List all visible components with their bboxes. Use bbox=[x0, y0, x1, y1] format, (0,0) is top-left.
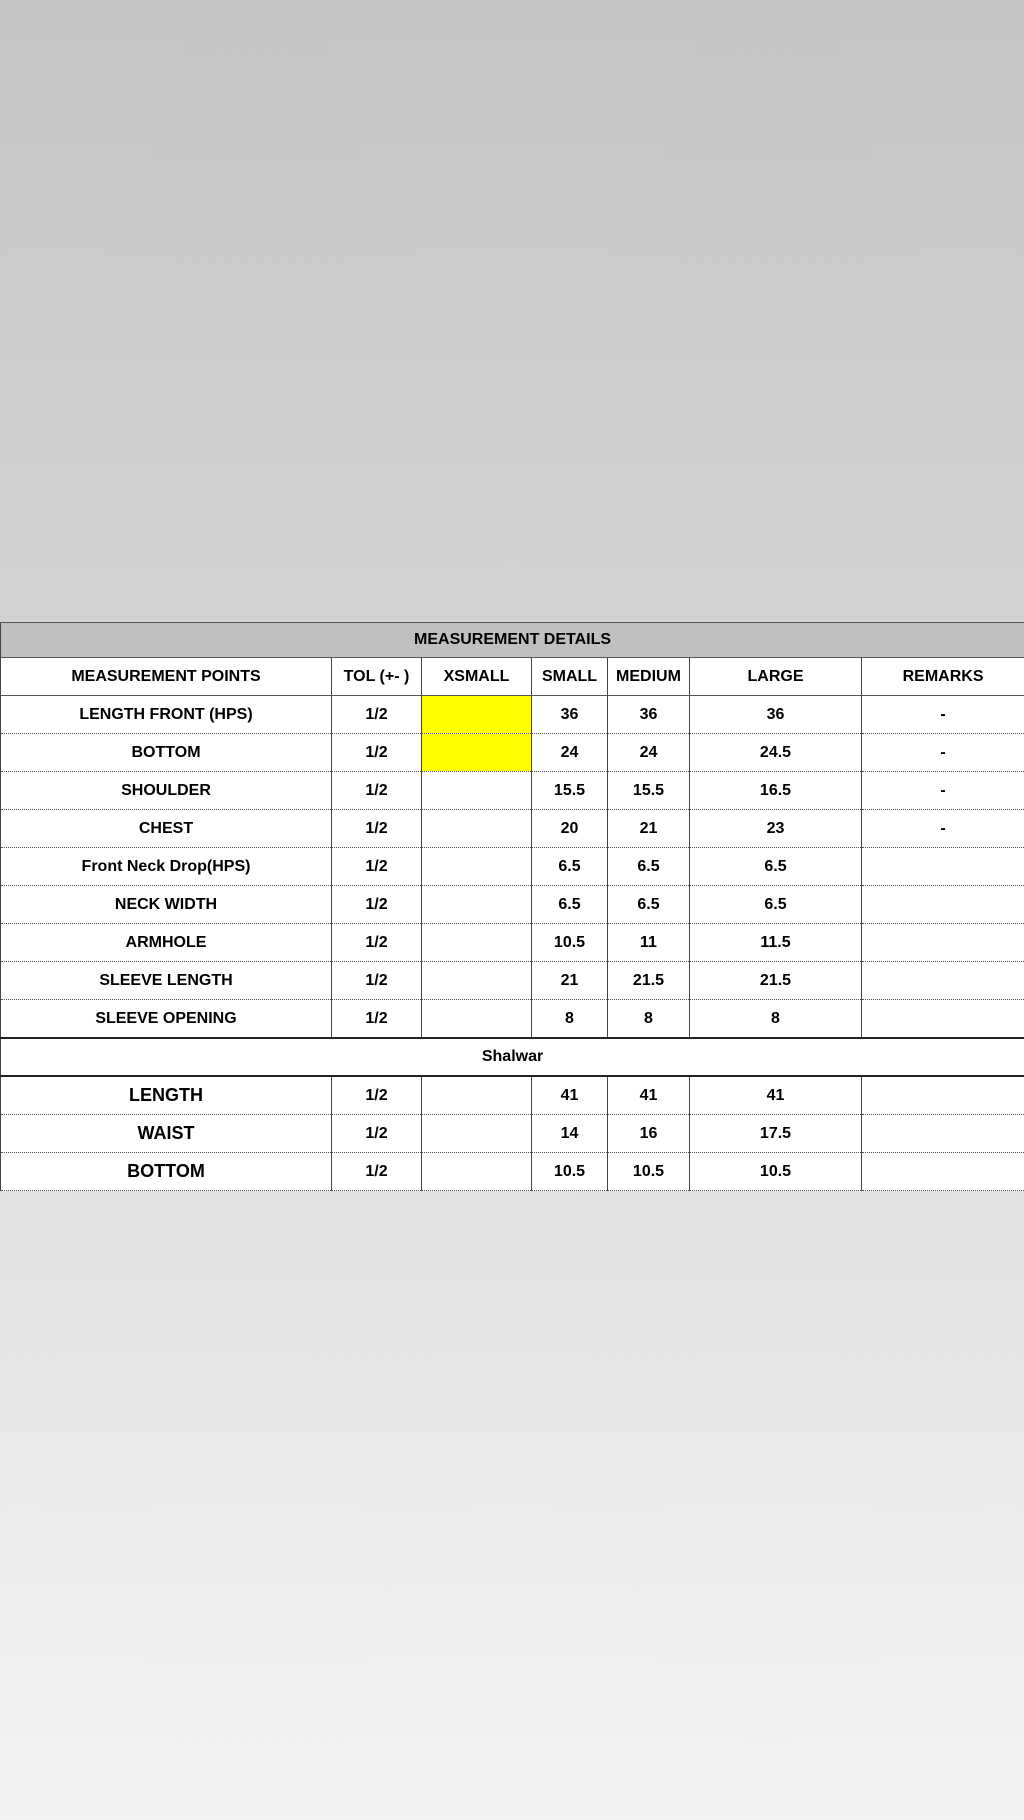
tolerance-cell: 1/2 bbox=[332, 924, 422, 962]
tolerance-cell: 1/2 bbox=[332, 734, 422, 772]
measurement-point-cell: WAIST bbox=[1, 1115, 332, 1153]
small-cell: 6.5 bbox=[532, 848, 608, 886]
small-cell: 21 bbox=[532, 962, 608, 1000]
measurement-point-cell: SLEEVE LENGTH bbox=[1, 962, 332, 1000]
large-cell: 36 bbox=[690, 696, 862, 734]
measurement-point-cell: ARMHOLE bbox=[1, 924, 332, 962]
table-row bbox=[1, 848, 1024, 886]
medium-cell: 15.5 bbox=[608, 772, 690, 810]
remarks-cell: - bbox=[862, 810, 1024, 848]
small-cell: 6.5 bbox=[532, 886, 608, 924]
medium-cell: 41 bbox=[608, 1076, 690, 1115]
tolerance-cell: 1/2 bbox=[332, 696, 422, 734]
medium-cell: 24 bbox=[608, 734, 690, 772]
table-row bbox=[1, 772, 1024, 810]
large-cell: 21.5 bbox=[690, 962, 862, 1000]
header-tolerance: TOL (+- ) bbox=[332, 658, 422, 696]
large-cell: 16.5 bbox=[690, 772, 862, 810]
medium-cell: 36 bbox=[608, 696, 690, 734]
small-cell: 24 bbox=[532, 734, 608, 772]
table-row bbox=[1, 696, 1024, 734]
header-xsmall: XSMALL bbox=[422, 658, 532, 696]
measurement-point-cell: LENGTH FRONT (HPS) bbox=[1, 696, 332, 734]
xsmall-cell bbox=[422, 962, 532, 1000]
xsmall-cell bbox=[422, 810, 532, 848]
remarks-cell bbox=[862, 1115, 1024, 1153]
remarks-cell bbox=[862, 1153, 1024, 1191]
table-title: MEASUREMENT DETAILS bbox=[1, 623, 1024, 658]
xsmall-cell bbox=[422, 1153, 532, 1191]
header-large: LARGE bbox=[690, 658, 862, 696]
measurement-point-cell: SLEEVE OPENING bbox=[1, 1000, 332, 1039]
tolerance-cell: 1/2 bbox=[332, 1076, 422, 1115]
large-cell: 41 bbox=[690, 1076, 862, 1115]
table-row bbox=[1, 734, 1024, 772]
header-measurement-points: MEASUREMENT POINTS bbox=[1, 658, 332, 696]
medium-cell: 16 bbox=[608, 1115, 690, 1153]
xsmall-cell bbox=[422, 1076, 532, 1115]
tolerance-cell: 1/2 bbox=[332, 962, 422, 1000]
section-header-row bbox=[1, 1038, 1024, 1076]
medium-cell: 8 bbox=[608, 1000, 690, 1039]
medium-cell: 11 bbox=[608, 924, 690, 962]
table-row bbox=[1, 924, 1024, 962]
small-cell: 20 bbox=[532, 810, 608, 848]
xsmall-cell bbox=[422, 848, 532, 886]
medium-cell: 6.5 bbox=[608, 886, 690, 924]
small-cell: 36 bbox=[532, 696, 608, 734]
xsmall-cell bbox=[422, 886, 532, 924]
table-row bbox=[1, 886, 1024, 924]
xsmall-cell bbox=[422, 696, 532, 734]
large-cell: 11.5 bbox=[690, 924, 862, 962]
medium-cell: 6.5 bbox=[608, 848, 690, 886]
tolerance-cell: 1/2 bbox=[332, 810, 422, 848]
tolerance-cell: 1/2 bbox=[332, 1153, 422, 1191]
remarks-cell: - bbox=[862, 734, 1024, 772]
xsmall-cell bbox=[422, 1115, 532, 1153]
large-cell: 8 bbox=[690, 1000, 862, 1039]
large-cell: 17.5 bbox=[690, 1115, 862, 1153]
tolerance-cell: 1/2 bbox=[332, 1000, 422, 1039]
medium-cell: 21.5 bbox=[608, 962, 690, 1000]
measurement-point-cell: CHEST bbox=[1, 810, 332, 848]
measurement-sheet bbox=[0, 622, 1024, 1191]
table-header-row bbox=[1, 658, 1024, 696]
small-cell: 14 bbox=[532, 1115, 608, 1153]
table-row bbox=[1, 1115, 1024, 1153]
large-cell: 23 bbox=[690, 810, 862, 848]
large-cell: 6.5 bbox=[690, 886, 862, 924]
tolerance-cell: 1/2 bbox=[332, 772, 422, 810]
remarks-cell bbox=[862, 886, 1024, 924]
xsmall-cell bbox=[422, 924, 532, 962]
xsmall-cell bbox=[422, 734, 532, 772]
table-row bbox=[1, 1076, 1024, 1115]
small-cell: 10.5 bbox=[532, 924, 608, 962]
small-cell: 41 bbox=[532, 1076, 608, 1115]
remarks-cell: - bbox=[862, 772, 1024, 810]
small-cell: 15.5 bbox=[532, 772, 608, 810]
table-row bbox=[1, 962, 1024, 1000]
table-row bbox=[1, 810, 1024, 848]
remarks-cell bbox=[862, 924, 1024, 962]
remarks-cell bbox=[862, 1076, 1024, 1115]
table-body bbox=[1, 623, 1024, 1191]
tolerance-cell: 1/2 bbox=[332, 848, 422, 886]
remarks-cell bbox=[862, 962, 1024, 1000]
small-cell: 8 bbox=[532, 1000, 608, 1039]
large-cell: 10.5 bbox=[690, 1153, 862, 1191]
remarks-cell: - bbox=[862, 696, 1024, 734]
tolerance-cell: 1/2 bbox=[332, 886, 422, 924]
medium-cell: 21 bbox=[608, 810, 690, 848]
measurement-point-cell: BOTTOM bbox=[1, 734, 332, 772]
measurement-point-cell: Front Neck Drop(HPS) bbox=[1, 848, 332, 886]
remarks-cell bbox=[862, 1000, 1024, 1039]
section-title: Shalwar bbox=[1, 1038, 1024, 1076]
header-medium: MEDIUM bbox=[608, 658, 690, 696]
measurement-table bbox=[0, 622, 1024, 1191]
tolerance-cell: 1/2 bbox=[332, 1115, 422, 1153]
large-cell: 24.5 bbox=[690, 734, 862, 772]
small-cell: 10.5 bbox=[532, 1153, 608, 1191]
header-remarks: REMARKS bbox=[862, 658, 1024, 696]
remarks-cell bbox=[862, 848, 1024, 886]
header-small: SMALL bbox=[532, 658, 608, 696]
measurement-point-cell: LENGTH bbox=[1, 1076, 332, 1115]
xsmall-cell bbox=[422, 1000, 532, 1039]
medium-cell: 10.5 bbox=[608, 1153, 690, 1191]
measurement-point-cell: BOTTOM bbox=[1, 1153, 332, 1191]
measurement-point-cell: NECK WIDTH bbox=[1, 886, 332, 924]
xsmall-cell bbox=[422, 772, 532, 810]
large-cell: 6.5 bbox=[690, 848, 862, 886]
table-row bbox=[1, 1000, 1024, 1039]
table-row bbox=[1, 1153, 1024, 1191]
measurement-point-cell: SHOULDER bbox=[1, 772, 332, 810]
table-title-row bbox=[1, 623, 1024, 658]
